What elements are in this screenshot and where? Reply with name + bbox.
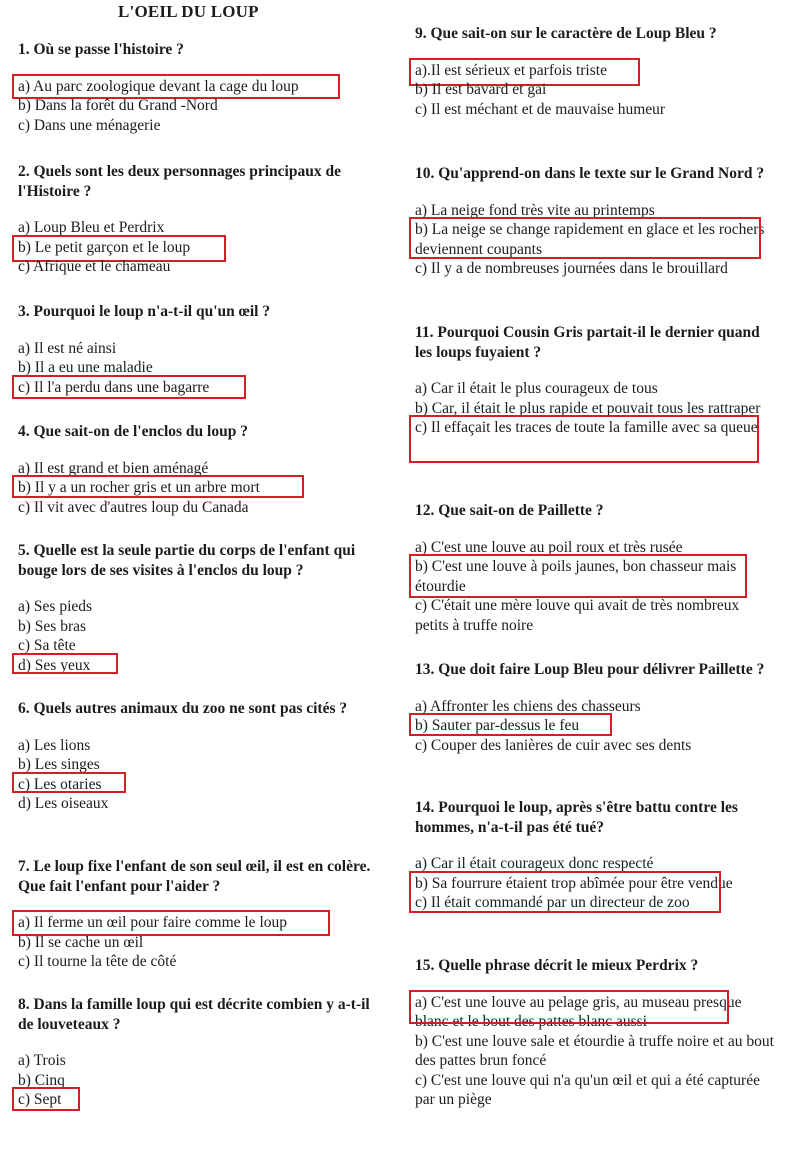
answer-option[interactable]: b) Car, il était le plus rapide et pouvait tous les rattraper (415, 399, 761, 417)
question-12 (415, 501, 775, 635)
answer-option[interactable]: c) Il tourne la tête de côté (18, 953, 177, 970)
question-text: 8. Dans la famille loup qui est décrite combien y a-t-il de louveteaux ? (18, 996, 370, 1033)
question-15 (415, 956, 775, 1110)
answer-option[interactable]: a).Il est sérieux et parfois triste (415, 61, 775, 81)
answer-option[interactable]: b) Il est bavard et gai (415, 81, 547, 98)
question-10 (415, 164, 775, 279)
question-8 (18, 995, 388, 1110)
question-13 (415, 660, 775, 755)
question-4 (18, 422, 388, 517)
answer-option[interactable]: d) Les oiseaux (18, 795, 109, 812)
answer-option[interactable]: a) Il ferme un œil pour faire comme le loup (18, 913, 388, 933)
answer-option[interactable]: a) Car il était courageux donc respecté (415, 855, 654, 872)
answer-option[interactable]: a) C'est une louve au pelage gris, au museau presque blanc et le bout des pattes blanc aussi (415, 993, 775, 1032)
question-11 (415, 323, 775, 438)
answer-option[interactable]: c) Couper des lanières de cuir avec ses dents (415, 736, 692, 754)
question-1 (18, 40, 388, 135)
answer-option[interactable]: b) Il a eu une maladie (18, 359, 153, 376)
answer-option[interactable]: c) Dans une ménagerie (18, 116, 161, 134)
question-14 (415, 798, 775, 913)
question-text: 11. Pourquoi Cousin Gris partait-il le dernier quand les loups fuyaient ? (415, 324, 760, 361)
answer-option[interactable]: b) Dans la forêt du Grand -Nord (18, 97, 218, 114)
answer-option[interactable]: c) Il effaçait les traces de toute la famille avec sa queue (415, 418, 775, 438)
answer-option[interactable]: a) Au parc zoologique devant la cage du loup (18, 77, 388, 97)
question-text: 5. Quelle est la seule partie du corps de l'enfant qui bouge lors de ses visites à l'enclos du loup ? (18, 542, 356, 579)
answer-option[interactable]: b) Le petit garçon et le loup (18, 238, 388, 258)
answer-option[interactable]: a) Les lions (18, 736, 91, 754)
question-text: 10. Qu'apprend-on dans le texte sur le Grand Nord ? (415, 165, 765, 182)
answer-option[interactable]: b) C'est une louve sale et étourdie à truffe noire et au bout des pattes brun foncé (415, 1032, 774, 1069)
answer-option[interactable]: a) Affronter les chiens des chasseurs (415, 697, 641, 715)
answer-option[interactable]: c) C'est une louve qui n'a qu'un œil et qui a été capturée par un piège (415, 1071, 760, 1108)
answer-option[interactable]: b) Sa fourrure étaient trop abîmée pour être vendue (415, 874, 775, 894)
answer-option[interactable]: a) La neige fond très vite au printemps (415, 201, 655, 219)
answer-option[interactable]: c) Il était commandé par un directeur de zoo (415, 894, 690, 911)
answer-option[interactable]: c) C'était une mère louve qui avait de très nombreux petits à truffe noire (415, 597, 740, 634)
question-text: 1. Où se passe l'histoire ? (18, 41, 184, 58)
answer-option[interactable]: b) Il se cache un œil (18, 933, 144, 951)
answer-option[interactable]: a) Loup Bleu et Perdrix (18, 219, 165, 236)
question-7 (18, 857, 388, 972)
answer-option[interactable]: b) Il y a un rocher gris et un arbre mort (18, 478, 388, 498)
answer-option[interactable]: a) Il est grand et bien aménagé (18, 459, 209, 477)
answer-option[interactable]: b) Ses bras (18, 617, 87, 635)
question-text: 9. Que sait-on sur le caractère de Loup Bleu ? (415, 25, 717, 42)
question-9 (415, 24, 775, 119)
question-text: 4. Que sait-on de l'enclos du loup ? (18, 423, 248, 440)
answer-option[interactable]: c) Il vit avec d'autres loup du Canada (18, 498, 249, 516)
answer-option[interactable]: b) C'est une louve à poils jaunes, bon chasseur mais étourdie (415, 557, 775, 596)
answer-option[interactable]: a) Trois (18, 1052, 66, 1069)
question-text: 7. Le loup fixe l'enfant de son seul œil, il est en colère. Que fait l'enfant pour l'aider ? (18, 858, 371, 895)
question-text: 2. Quels sont les deux personnages principaux de l'Histoire ? (18, 163, 341, 200)
question-text: 3. Pourquoi le loup n'a-t-il qu'un œil ? (18, 303, 271, 320)
answer-option[interactable]: b) La neige se change rapidement en glace et les rochers deviennent coupants (415, 220, 775, 259)
question-text: 15. Quelle phrase décrit le mieux Perdrix ? (415, 957, 699, 974)
question-2 (18, 162, 388, 277)
answer-option[interactable]: a) Il est né ainsi (18, 339, 117, 357)
answer-option[interactable]: d) Ses yeux (18, 656, 388, 676)
answer-option[interactable]: b) Sauter par-dessus le feu (415, 716, 775, 736)
answer-option[interactable]: b) Les singes (18, 756, 100, 773)
question-6 (18, 699, 388, 814)
question-5 (18, 541, 388, 675)
answer-option[interactable]: a) Car il était le plus courageux de tous (415, 380, 658, 397)
answer-option[interactable]: a) C'est une louve au poil roux et très rusée (415, 538, 683, 556)
question-text: 12. Que sait-on de Paillette ? (415, 502, 604, 519)
answer-option[interactable]: c) Sa tête (18, 637, 76, 654)
question-text: 14. Pourquoi le loup, après s'être battu contre les hommes, n'a-t-il pas été tué? (415, 799, 738, 836)
answer-option[interactable]: c) Il y a de nombreuses journées dans le brouillard (415, 260, 728, 277)
page-title: L'OEIL DU LOUP (118, 2, 259, 21)
answer-option[interactable]: c) Il est méchant et de mauvaise humeur (415, 100, 666, 118)
answer-option[interactable]: b) Cinq (18, 1071, 65, 1089)
answer-option[interactable]: c) Il l'a perdu dans une bagarre (18, 378, 388, 398)
answer-option[interactable]: c) Afrique et le chameau (18, 258, 171, 275)
answer-option[interactable]: c) Sept (18, 1090, 388, 1110)
answer-option[interactable]: a) Ses pieds (18, 598, 93, 615)
question-3 (18, 302, 388, 397)
question-text: 6. Quels autres animaux du zoo ne sont pas cités ? (18, 700, 348, 717)
question-text: 13. Que doit faire Loup Bleu pour délivrer Paillette ? (415, 661, 765, 678)
answer-option[interactable]: c) Les otaries (18, 775, 388, 795)
